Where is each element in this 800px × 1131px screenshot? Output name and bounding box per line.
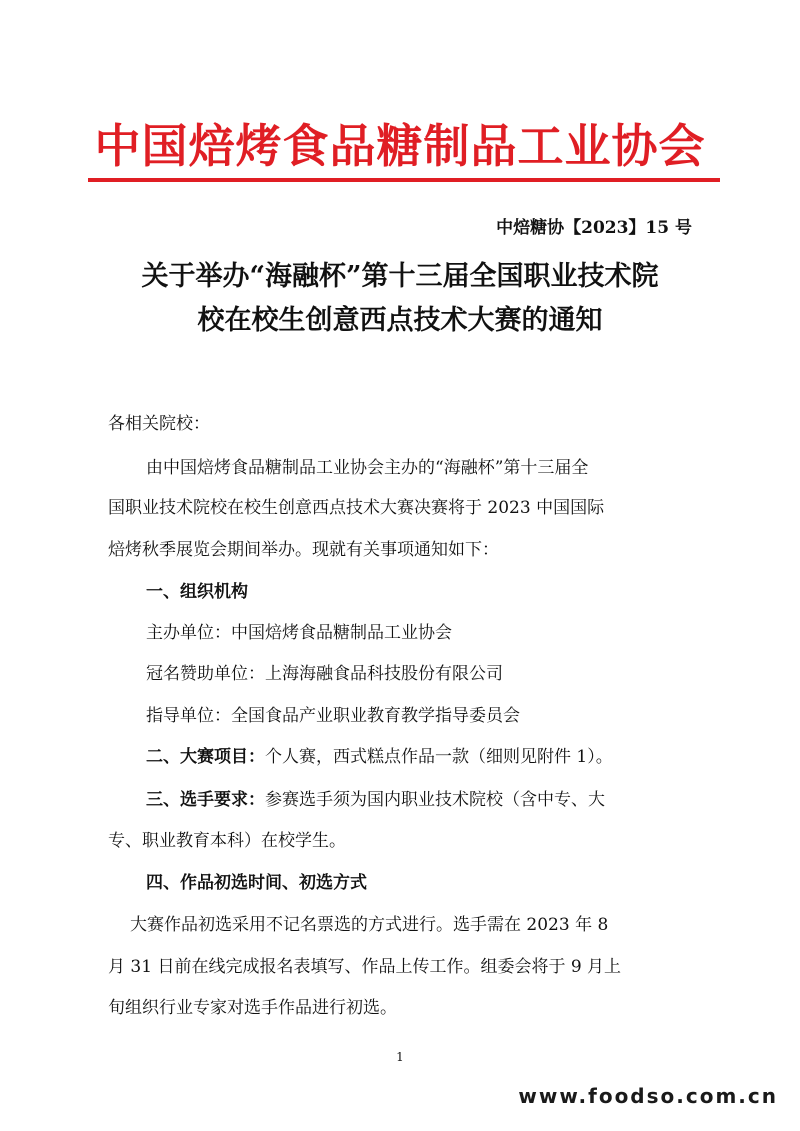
- section-3-text-line-1: 参赛选手须为国内职业技术院校（含中专、大: [265, 790, 605, 810]
- section-4-line-1: 大赛作品初选采用不记名票选的方式进行。选手需在 2023 年 8: [130, 915, 609, 935]
- organizer-line: 主办单位：中国焙烤食品糖制品工业协会: [146, 623, 452, 643]
- section-4-line-3: 旬组织行业专家对选手作品进行初选。: [108, 998, 397, 1018]
- salutation: 各相关院校：: [108, 414, 210, 434]
- section-4-line-2: 月 31 日前在线完成报名表填写、作品上传工作。组委会将于 9 月上: [108, 957, 622, 977]
- page-number: 1: [396, 1050, 404, 1064]
- section-1-heading: 一、组织机构: [146, 582, 248, 602]
- guide-unit-line: 指导单位：全国食品产业职业教育教学指导委员会: [146, 706, 520, 726]
- section-4-heading: 四、作品初选时间、初选方式: [146, 873, 367, 893]
- section-3: [146, 788, 605, 812]
- letterhead-org-name: 中国焙烤食品糖制品工业协会: [94, 119, 706, 173]
- intro-line-3: 焙烤秋季展览会期间举办。现就有关事项通知如下：: [108, 540, 499, 560]
- document-title-line-1: 关于举办“海融杯”第十三届全国职业技术院: [141, 261, 659, 292]
- intro-line-2: 国职业技术院校在校生创意西点技术大赛决赛将于 2023 中国国际: [108, 498, 605, 518]
- section-3-heading: 三、选手要求：: [146, 790, 265, 810]
- section-2-text: 个人赛，西式糕点作品一款（细则见附件 1）。: [265, 747, 613, 767]
- section-2: [146, 745, 613, 769]
- sponsor-line: 冠名赞助单位：上海海融食品科技股份有限公司: [146, 664, 503, 684]
- intro-line-1: 由中国焙烤食品糖制品工业协会主办的“海融杯”第十三届全: [146, 458, 589, 478]
- document-title-line-2: 校在校生创意西点技术大赛的通知: [197, 305, 603, 336]
- section-3-text-line-2: 专、职业教育本科）在校学生。: [108, 831, 346, 851]
- letterhead-red-rule: [88, 178, 720, 182]
- document-number: 中焙糖协【2023】15 号: [496, 218, 692, 238]
- section-2-heading: 二、大赛项目：: [146, 747, 265, 767]
- site-watermark: www.foodso.com.cn: [518, 1084, 778, 1108]
